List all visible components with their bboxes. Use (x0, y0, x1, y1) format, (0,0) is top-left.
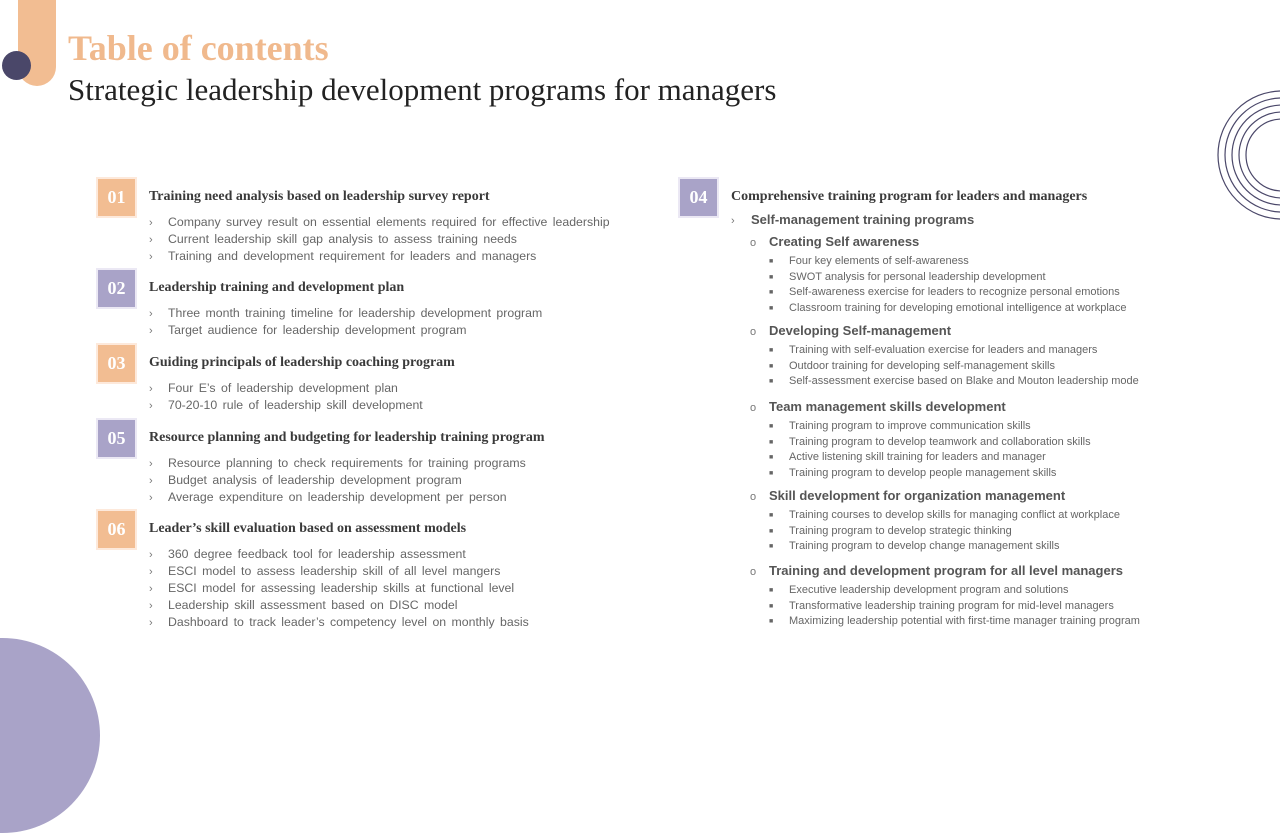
chevron-right-icon: › (149, 400, 153, 412)
section-items (149, 546, 529, 631)
square-bullet-icon: ■ (769, 304, 774, 312)
section-heading: Resource planning and budgeting for leadership training program (149, 430, 545, 445)
list-item: › ESCI model to assess leadership skill of all level mangers (149, 564, 501, 578)
circle-bullet-icon: o (750, 491, 757, 503)
subsection-title: Training and development program for all level managers (769, 563, 1123, 578)
list-item: ■ SWOT analysis for personal leadership development (769, 270, 1127, 286)
square-bullet-icon: ■ (769, 423, 774, 430)
chevron-right-icon: › (731, 215, 735, 227)
section-heading: Leader’s skill evaluation based on assessment models (149, 521, 467, 536)
subsection-title: Team management skills development (769, 399, 1006, 414)
chevron-right-icon: › (149, 383, 153, 395)
square-bullet-icon: ■ (769, 469, 774, 477)
square-bullet-icon: ■ (769, 438, 774, 446)
chevron-right-icon: › (149, 600, 153, 612)
list-item: › Current leadership skill gap analysis to assess training needs (149, 232, 517, 246)
section-subheading: › Self-management training programs (731, 212, 975, 227)
chevron-right-icon: › (149, 251, 153, 263)
list-item: ■ Training program to develop teamwork and collaboration skills (769, 435, 1091, 451)
page-title: Table of contents (68, 28, 329, 68)
section-heading: Guiding principals of leadership coaching program (149, 355, 455, 370)
chevron-right-icon: › (149, 217, 153, 229)
square-bullet-icon: ■ (769, 362, 774, 370)
chevron-right-icon: › (149, 566, 153, 578)
chevron-right-icon: › (149, 325, 153, 337)
square-bullet-icon: ■ (769, 289, 774, 297)
list-item: ■ Training courses to develop skills for managing conflict at workplace (769, 508, 1120, 524)
chevron-right-icon: › (149, 308, 153, 320)
section-number-badge: 01 (98, 179, 135, 216)
list-item: ■ Four key elements of self-awareness (769, 254, 1127, 270)
subsection-creating-self-awareness (750, 233, 1127, 316)
square-bullet-icon: ■ (769, 587, 774, 594)
subsection-title: Creating Self awareness (769, 234, 920, 249)
page-subtitle: Strategic leadership development programs for managers (68, 72, 777, 107)
section-number-badge: 04 (680, 179, 717, 216)
list-item: › 70-20-10 rule of leadership skill development (149, 398, 423, 412)
subsection-title: Skill development for organization management (769, 488, 1066, 503)
circle-bullet-icon: o (750, 402, 757, 414)
section-items (149, 380, 423, 414)
list-item: ■ Training program to develop people management skills (769, 466, 1091, 482)
circle-bullet-icon: o (750, 326, 757, 338)
list-item: ■ Maximizing leadership potential with first-time manager training program (769, 614, 1140, 630)
section-number-badge: 06 (98, 511, 135, 548)
list-item: › Dashboard to track leader’s competency level on monthly basis (149, 615, 529, 629)
section-heading: Leadership training and development plan (149, 280, 405, 295)
list-item: ■ Training program to develop change management skills (769, 539, 1120, 555)
list-item: ■ Self-awareness exercise for leaders to recognize personal emotions (769, 285, 1127, 301)
list-item: › Training and development requirement for leaders and managers (149, 249, 537, 263)
list-item: › Budget analysis of leadership development program (149, 473, 462, 487)
chevron-right-icon: › (149, 458, 153, 470)
square-bullet-icon: ■ (769, 543, 774, 551)
subsection-team-management (750, 398, 1091, 481)
subsection-all-level-managers (750, 562, 1140, 630)
section-items (149, 305, 542, 339)
list-item: › Resource planning to check requirements for training programs (149, 456, 526, 470)
concentric-rings-decoration (1210, 86, 1280, 226)
chevron-right-icon: › (149, 549, 153, 561)
list-item: › Three month training timeline for leadership development program (149, 306, 543, 320)
square-bullet-icon: ■ (769, 258, 774, 265)
subsection-organization-management (750, 487, 1120, 555)
list-item: ■ Outdoor training for developing self-management skills (769, 359, 1139, 375)
square-bullet-icon: ■ (769, 273, 774, 281)
list-item: › Leadership skill assessment based on DISC model (149, 598, 458, 612)
list-item: › Average expenditure on leadership development per person (149, 490, 507, 504)
chevron-right-icon: › (149, 475, 153, 487)
list-item: › 360 degree feedback tool for leadership assessment (149, 547, 466, 561)
list-item: › ESCI model for assessing leadership skills at functional level (149, 581, 515, 595)
subsection-title: Developing Self-management (769, 323, 952, 338)
chevron-right-icon: › (149, 583, 153, 595)
list-item: ■ Training program to improve communication skills (769, 419, 1091, 435)
chevron-right-icon: › (149, 617, 153, 629)
list-item: ■ Self-assessment exercise based on Blake and Mouton leadership mode (769, 374, 1139, 390)
chevron-right-icon: › (149, 492, 153, 504)
section-items (149, 455, 526, 506)
square-bullet-icon: ■ (769, 454, 774, 462)
list-item: › Four E’s of leadership development plan (149, 381, 398, 395)
decorative-dot (2, 51, 31, 80)
list-item: ■ Executive leadership development program and solutions (769, 583, 1140, 599)
list-item: ■ Transformative leadership training program for mid-level managers (769, 599, 1140, 615)
section-heading: Comprehensive training program for leaders and managers (731, 189, 1088, 204)
list-item: ■ Active listening skill training for leaders and manager (769, 450, 1091, 466)
section-number-badge: 02 (98, 270, 135, 307)
list-item: ■ Training program to develop strategic thinking (769, 524, 1120, 540)
list-item: › Company survey result on essential elements required for effective leadership (149, 215, 610, 229)
section-number-badge: 03 (98, 345, 135, 382)
list-item: ■ Training with self-evaluation exercise for leaders and managers (769, 343, 1139, 359)
chevron-right-icon: › (149, 234, 153, 246)
section-number-badge: 05 (98, 420, 135, 457)
section-heading: Training need analysis based on leadership survey report (149, 189, 490, 204)
list-item: › Target audience for leadership development program (149, 323, 467, 337)
square-bullet-icon: ■ (769, 512, 774, 519)
square-bullet-icon: ■ (769, 527, 774, 535)
square-bullet-icon: ■ (769, 618, 774, 626)
square-bullet-icon: ■ (769, 347, 774, 354)
circle-bullet-icon: o (750, 566, 757, 578)
square-bullet-icon: ■ (769, 378, 774, 386)
circle-bullet-icon: o (750, 237, 757, 249)
section-items (149, 214, 610, 265)
list-item: ■ Classroom training for developing emotional intelligence at workplace (769, 301, 1127, 317)
subsection-developing-self-management (750, 322, 1139, 390)
decorative-circle (0, 638, 100, 833)
square-bullet-icon: ■ (769, 602, 774, 610)
